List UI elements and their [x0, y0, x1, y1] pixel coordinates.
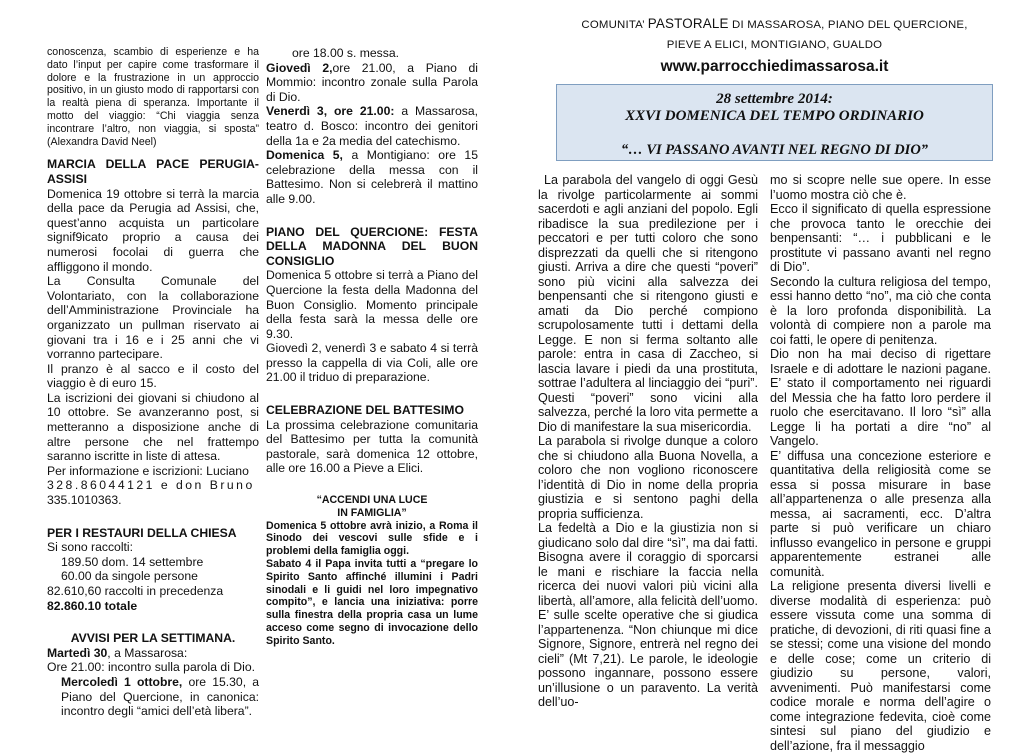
reflection-paragraph: La religione presenta diversi livelli e diverse modalità di esperienza: può essere vissuta come una somma di pratiche, di devozioni, di riti quasi fine a se stessi; come una visione del mondo e delle cose; come un criterio di giudizio su persone, valori, avvenimenti. Può manifestarsi come codice morale e norma dell’agire o come integrazione fedevita, cioè come sintesi sul piano del giudizio e dell’azione, fra il messaggio: [770, 579, 991, 753]
battesimo-title: CELEBRAZIONE DEL BATTESIMO: [266, 403, 464, 418]
schedule-item: [266, 104, 478, 148]
festa-paragraph: Domenica 5 ottobre si terrà a Piano del Quercione la festa della Madonna del Buon Consiglio. Momento principale della festa sarà la messa delle ore 9.30.: [266, 268, 478, 341]
restauri-line: 82.610,60 raccolti in precedenza: [47, 584, 224, 598]
reflection-paragraph: E’ diffusa una concezione esteriore e quantitativa della religiosità come se essa si possa misurare in base all’appartenenza o alle presenza alla messa, ai sacramenti, ecc. D’altra parte si può verificare un chiaro influsso evangelico in persone e gruppi apparentemente estranei alle comunità.: [770, 448, 991, 579]
column-middle: [266, 46, 478, 648]
marcia-paragraph: Il pranzo è al sacco e il costo del viaggio è di euro 15.: [47, 361, 259, 391]
title-quote: “… VI PASSANO AVANTI NEL REGNO DI DIO”: [620, 142, 929, 158]
reflection-paragraph: Secondo la cultura religiosa del tempo, essi hanno detto “no”, ma ciò che conta è la loro profonda disponibilità. La volontà di compiere non a parole ma coi fatti, le opere di penitenza.: [770, 274, 991, 347]
avvisi-item: [47, 675, 259, 719]
avvisi-item: [47, 646, 259, 661]
marcia-paragraph: Per informazione e iscrizioni: Luciano: [47, 463, 249, 478]
title-box: [556, 84, 993, 161]
schedule-day: Domenica 5,: [266, 148, 343, 163]
column-right-a: [538, 173, 758, 710]
schedule-item: [266, 61, 478, 105]
schedule-line: ore 18.00 s. messa.: [292, 46, 400, 60]
community-line: PIEVE A ELICI, MONTIGIANO, GUALDO: [666, 39, 883, 51]
luce-title: “ACCENDI UNA LUCE: [316, 494, 428, 507]
marcia-title: MARCIA DELLA PACE PERUGIA-ASSISI: [47, 157, 259, 186]
restauri-line: Si sono raccolti:: [47, 540, 134, 555]
column-right-b: [770, 173, 991, 753]
title-date: 28 settembre 2014:: [716, 91, 833, 107]
reflection-paragraph: Ecco il significato di quella espressione che provoca tanto le orecchie dei benpensanti: “… i pubblicani e le prostitute vi passano avanti nel regno di Dio”.: [770, 202, 991, 274]
avvisi-text: ore 15.30, a Piano del Quercione, in canonica: incontro degli “amici dell’età libera”.: [61, 674, 259, 719]
reflection-paragraph: La parabola del vangelo di oggi Gesù la rivolge particolarmente ai sommi sacerdoti e agli anziani del popolo. Egli ribadisce la sua predilezione per i peccatori e per tutti coloro che sono disprezzati da quelli che si ritengono giusti. Arriva a dire che questi “poveri” sono più vicini alla salvezza dei benpensanti che si ritengono giusti e amati da Dio perché compiono scrupolosamente tutti i dettami della Legge. E non si ferma soltanto alle parole: entra in casa di Zaccheo, si lascia lavare i piedi da una prostituta, sottrae l’adultera al linciaggio dei “puri”. Questi “poveri” sono vicini alla salvezza, perché la loro vita permette a Dio di manifestare la sua misericordia.: [538, 173, 758, 434]
marcia-paragraph: La iscrizioni dei giovani si chiudono al 10 ottobre. Se avanzeranno post, si metteranno a disposizione anche di altre persone che nel frattempo saranno iscritte in liste di attesa.: [47, 390, 259, 464]
marcia-phone: 328.86044121 e don Bruno: [47, 478, 255, 493]
battesimo-paragraph: La prossima celebrazione comunitaria del Battesimo per tutta la comunità pastorale, sarà domenica 12 ottobre, alle ore 16.00 a Pieve a Elici.: [266, 417, 478, 476]
website-link[interactable]: www.parrocchiedimassarosa.it: [660, 58, 889, 75]
festa-title: PIANO DEL QUERCIONE: FESTA DELLA MADONNA DEL BUON CONSIGLIO: [266, 224, 478, 268]
restauri-title: PER I RESTAURI DELLA CHIESA: [47, 525, 237, 540]
restauri-total: 82.860.10 totale: [47, 598, 138, 613]
luce-title: IN FAMIGLIA”: [337, 506, 407, 519]
festa-paragraph: Giovedì 2, venerdì 3 e sabato 4 si terrà presso la cappella di via Coli, alle ore 21.00 il triduo di preparazione.: [266, 341, 478, 385]
restauri-line: 60.00 da singole persone: [61, 569, 198, 584]
reflection-paragraph: Dio non ha mai deciso di rigettare Israele e di adottare le nazioni pagane. E’ stato il comportamento nei riguardi del Messia che ha fatto loro perdere il ruolo che esercitavano. Il loro “sì” alla Legge li ha portati a dire “no” al Vangelo.: [770, 347, 991, 448]
marcia-paragraph: La Consulta Comunale del Volontariato, con la collaborazione dell’Amministrazione Provinciale ha organizzato un pullman riservato ai giovani tra i 16 e i 25 anni che vi vorranno partecipare.: [47, 274, 259, 362]
title-sunday: XXVI DOMENICA DEL TEMPO ORDINARIO: [625, 108, 924, 124]
avvisi-day: Mercoledì 1 ottobre,: [61, 674, 183, 689]
schedule-day: Venerdì 3, ore 21.00:: [266, 104, 395, 119]
marcia-phone: 335.1010363.: [47, 493, 122, 508]
masthead: [556, 14, 993, 78]
avvisi-title: AVVISI PER LA SETTIMANA.: [70, 631, 236, 646]
schedule-text: a Massarosa, teatro d. Bosco: incontro dei genitori della 1a e 2a media del catechismo.: [266, 104, 478, 148]
schedule-text: ore 21.00, a Piano di Mommio: incontro zonale sulla Parola di Dio.: [266, 60, 479, 104]
reflection-paragraph: La parabola si rivolge dunque a coloro che si chiudono alla Buona Novella, a coloro che non vogliono riconoscere l’identità di Dio in nome della propria giustizia e si sentono paghi della propria sufficienza.: [538, 434, 758, 521]
reflection-paragraph: La fedeltà a Dio e la giustizia non si giudicano solo dal dire “sì”, ma dai fatti. Bisogna avere il coraggio di sporcarsi le mani e rischiare la faccia nella ricerca dei nuovi valori più vicini alla libertà, all’amore, alla felicità dell’uomo. E’ sulle scelte operative che si giudica l’appartenenza. “Non chiunque mi dice Signore, Signore, entrerà nel regno dei cieli” (Mt 7,21). Le parole, le ideologie possono ingannare, possono essere un’illusione o un paravento. La verità dell’uo-: [538, 521, 758, 709]
marcia-paragraph: Domenica 19 ottobre si terrà la marcia della pace da Perugia ad Assisi, che, quest’anno acquista un particolare signif9icato proprio a causa dei numerosi focolai di guerra che affliggono il mondo.: [47, 186, 259, 274]
luce-paragraph: Sabato 4 il Papa invita tutti a “pregare lo Spirito Santo affinché illumini i Padri sinodali e li guidi nel loro impegnativo compito”, e lancia una iniziativa: porre sulla finestra della propria casa un lume acceso come segno di invocazione dello Spirito Santo.: [266, 558, 478, 647]
schedule-text: a Montigiano: ore 15 celebrazione della messa con il Battesimo. Non si celebrerà il mattino alle 9.00.: [266, 148, 478, 206]
reflection-paragraph: mo si scopre nelle sue opere. In esse l’uomo mostra ciò che è.: [770, 173, 991, 202]
avvisi-item: Ore 21.00: incontro sulla parola di Dio.: [47, 660, 255, 675]
luce-paragraph: Domenica 5 ottobre avrà inizio, a Roma il Sinodo dei vescovi sulle sfide e i problemi della famiglia oggi.: [266, 519, 478, 558]
intro-paragraph: conoscenza, scambio di esperienze e ha dato l’input per capire come trasformare il dolore e la frustrazione in un approccio positivo, in un giusto modo di rapportarsi con la realtà piena di speranza. Importante il motto del viaggio: “Chi viaggia senza incontrare l’altro, non viaggia, si sposta” (Alexandra David Neel): [47, 46, 259, 148]
community-line: COMUNITA’ PASTORALE DI MASSAROSA, PIANO DEL QUERCIONE,: [581, 16, 968, 31]
column-left: [47, 46, 259, 719]
avvisi-text: , a Massarosa:: [107, 645, 188, 660]
schedule-item: [266, 148, 478, 206]
schedule-day: Giovedì 2,: [266, 60, 333, 75]
restauri-line: 189.50 dom. 14 settembre: [61, 554, 204, 569]
avvisi-day: Martedì 30: [47, 645, 108, 660]
